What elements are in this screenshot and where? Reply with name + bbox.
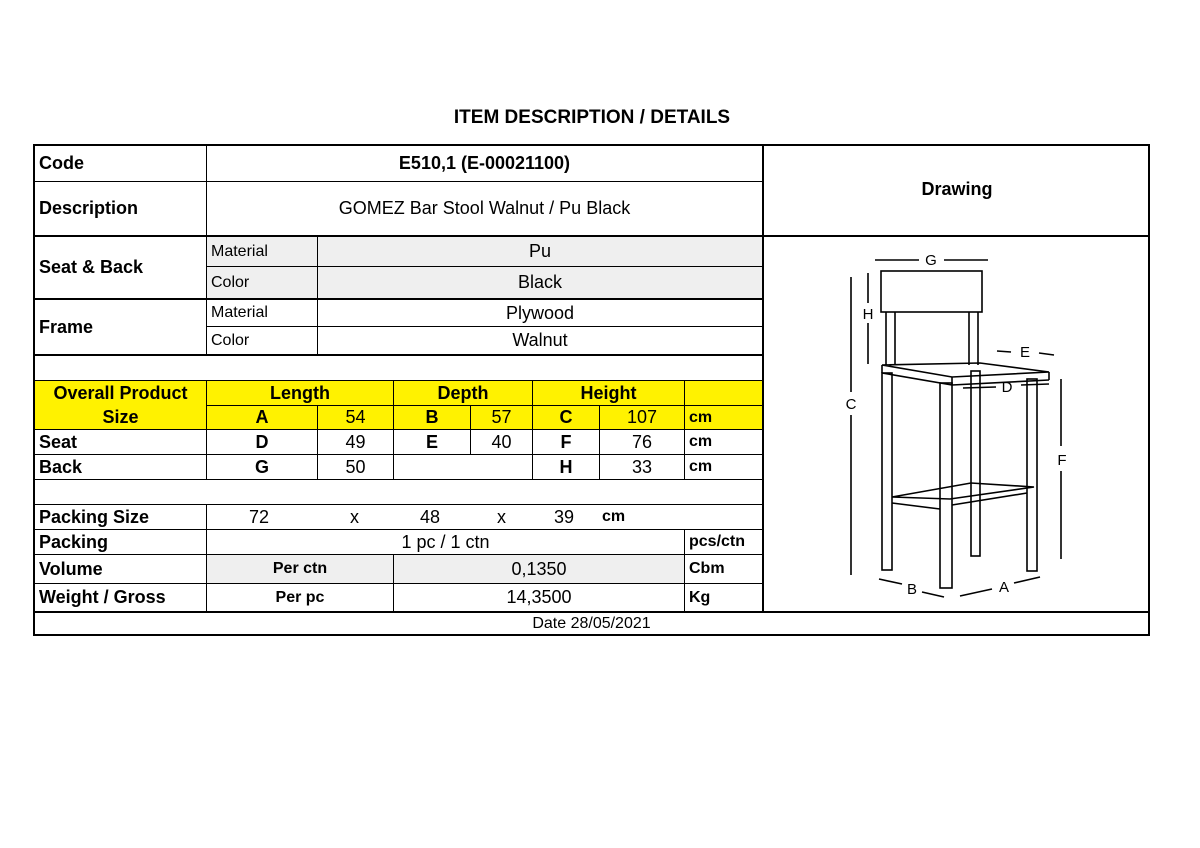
back-unit: cm <box>684 454 762 479</box>
seat-back-label: Seat & Back <box>35 235 206 298</box>
a-label: A <box>206 405 317 429</box>
back-blank <box>393 454 532 479</box>
drawing-header: Drawing <box>762 146 1150 235</box>
code-value: E510,1 (E-00021100) <box>206 146 762 181</box>
f-value: 76 <box>599 429 684 454</box>
spacer-row <box>35 354 762 380</box>
document-title: ITEM DESCRIPTION / DETAILS <box>453 107 731 128</box>
packing-size-x1: x <box>350 506 359 527</box>
weight-value: 14,3500 <box>393 583 684 611</box>
seat-back-color-value: Black <box>317 266 762 298</box>
h-label: H <box>532 454 599 479</box>
seat-back-material-label: Material <box>206 235 317 266</box>
dim-label-d: D <box>1001 379 1013 396</box>
frame-material-label: Material <box>206 298 317 326</box>
frame-material-value: Plywood <box>317 298 762 326</box>
h-value: 33 <box>599 454 684 479</box>
volume-unit: Cbm <box>684 554 762 583</box>
f-label: F <box>532 429 599 454</box>
depth-header: Depth <box>393 380 532 405</box>
dim-label-e: E <box>1019 344 1031 361</box>
c-value: 107 <box>599 405 684 429</box>
height-header: Height <box>532 380 684 405</box>
height-header-blank <box>684 380 762 405</box>
seat-back-color-label: Color <box>206 266 317 298</box>
d-value: 49 <box>317 429 393 454</box>
volume-value: 0,1350 <box>393 554 684 583</box>
frame-label: Frame <box>35 298 206 354</box>
seat-back-material-value: Pu <box>317 235 762 266</box>
volume-per: Per ctn <box>206 554 393 583</box>
packing-size-x2: x <box>497 506 506 527</box>
packing-size-length: 72 <box>249 506 270 527</box>
dim-label-f: F <box>1057 452 1067 469</box>
packing-size-label: Packing Size <box>35 504 206 529</box>
weight-per: Per pc <box>206 583 393 611</box>
frame-color-value: Walnut <box>317 326 762 354</box>
dim-label-b: B <box>906 581 918 598</box>
g-label: G <box>206 454 317 479</box>
weight-unit: Kg <box>684 583 762 611</box>
length-header: Length <box>206 380 393 405</box>
overall-size-label-line2: Size <box>102 407 139 427</box>
c-label: C <box>532 405 599 429</box>
weight-label: Weight / Gross <box>35 583 206 611</box>
drawing-cell <box>762 235 1150 611</box>
e-value: 40 <box>470 429 532 454</box>
g-value: 50 <box>317 454 393 479</box>
dim-label-c: C <box>845 396 857 413</box>
packing-size-width: 48 <box>420 506 441 527</box>
d-label: D <box>206 429 317 454</box>
b-label: B <box>393 405 470 429</box>
packing-label: Packing <box>35 529 206 554</box>
packing-size-height: 39 <box>554 506 575 527</box>
seat-label: Seat <box>35 429 206 454</box>
date: Date 28/05/2021 <box>35 611 1148 634</box>
code-label: Code <box>39 153 84 173</box>
b-value: 57 <box>470 405 532 429</box>
a-value: 54 <box>317 405 393 429</box>
overall-size-label <box>35 380 206 429</box>
packing-unit: pcs/ctn <box>684 529 762 554</box>
volume-label: Volume <box>35 554 206 583</box>
dim-label-a: A <box>998 579 1010 596</box>
packing-value: 1 pc / 1 ctn <box>206 529 684 554</box>
bar-stool-drawing <box>764 237 1150 611</box>
dim-label-g: G <box>925 252 937 269</box>
overall-size-label-line1: Overall Product <box>53 383 188 403</box>
description-label: Description <box>35 181 206 235</box>
size-unit: cm <box>684 405 762 429</box>
dim-label-h: H <box>862 306 874 323</box>
spec-table <box>33 144 1150 636</box>
packing-size-row <box>206 504 762 529</box>
spacer-row-2 <box>35 479 762 504</box>
back-label: Back <box>35 454 206 479</box>
packing-size-unit: cm <box>602 508 626 525</box>
frame-color-label: Color <box>206 326 317 354</box>
e-label: E <box>393 429 470 454</box>
seat-unit: cm <box>684 429 762 454</box>
description-value: GOMEZ Bar Stool Walnut / Pu Black <box>206 181 762 235</box>
